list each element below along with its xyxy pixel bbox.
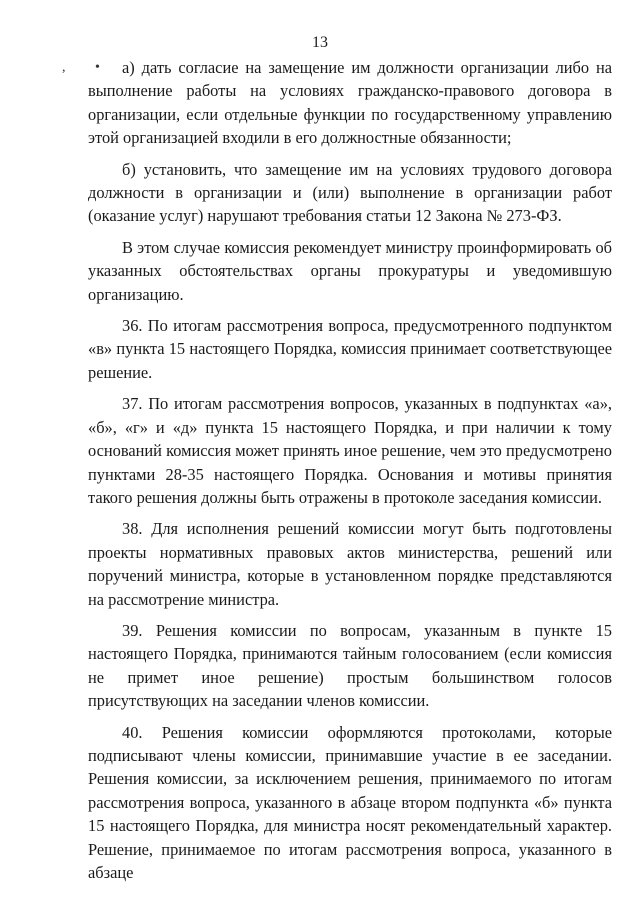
- paragraph-commission-recommendation: В этом случае комиссия рекомендует министру проинформировать об указанных обстоятельствах органы прокуратуры и уведомившую организацию.: [88, 237, 612, 304]
- paragraph-36: 36. По итогам рассмотрения вопроса, предусмотренного подпунктом «в» пункта 15 настоящего Порядка, комиссия принимает соответствующее решение.: [88, 316, 612, 382]
- paragraph-39: 39. Решения комиссии по вопросам, указанным в пункте 15 настоящего Порядка, принимаются тайным голосованием (если комиссия не примет иное решение) простым большинством голосов присутствующих на заседании членов комиссии.: [88, 620, 612, 711]
- paragraph-40: 40. Решения комиссии оформляются протоколами, которые подписывают члены комиссии, принимавшие участие в ее заседании. Решения комиссии, за исключением решения, принимаемого по итогам рассмотрения вопроса, указанного в абзаце втором подпункта «б» пункта 15 настоящего Порядка, для министра носят рекомендательный характер. Решение, принимаемое по итогам рассмотрения вопроса, указанного в абзаце: [88, 722, 612, 882]
- document-body: [88, 56, 612, 884]
- paragraph-38: 38. Для исполнения решений комиссии могут быть подготовлены проекты нормативных правовых актов министерства, решений или поручений министра, которые в установленном порядке представляются на рассмотрение министра.: [88, 519, 612, 609]
- paragraph-37: 37. По итогам рассмотрения вопросов, указанных в подпунктах «а», «б», «г» и «д» пункта 15 настоящего Порядка, и при наличии к тому оснований комиссия может принять иное решение, чем это предусмотрено пунктами 28-35 настоящего Порядка. Основания и мотивы принятия такого решения должны быть отражены в протоколе заседания комиссии.: [88, 394, 612, 507]
- bullet-mark: •: [95, 60, 100, 75]
- stray-mark: ,: [62, 60, 66, 75]
- page-number: 13: [312, 34, 328, 51]
- paragraph-b: б) установить, что замещение им на условиях трудового договора должности в организации и (или) выполнение в организации работ (оказание услуг) нарушают требования статьи 12 Закона № 273-ФЗ.: [88, 159, 612, 226]
- paragraph-a: а) дать согласие на замещение им должности организации либо на выполнение работы на условиях гражданско-правового договора в организации, если отдельные функции по государственному управлению этой организацией входили в его должностные обязанности;: [88, 58, 612, 148]
